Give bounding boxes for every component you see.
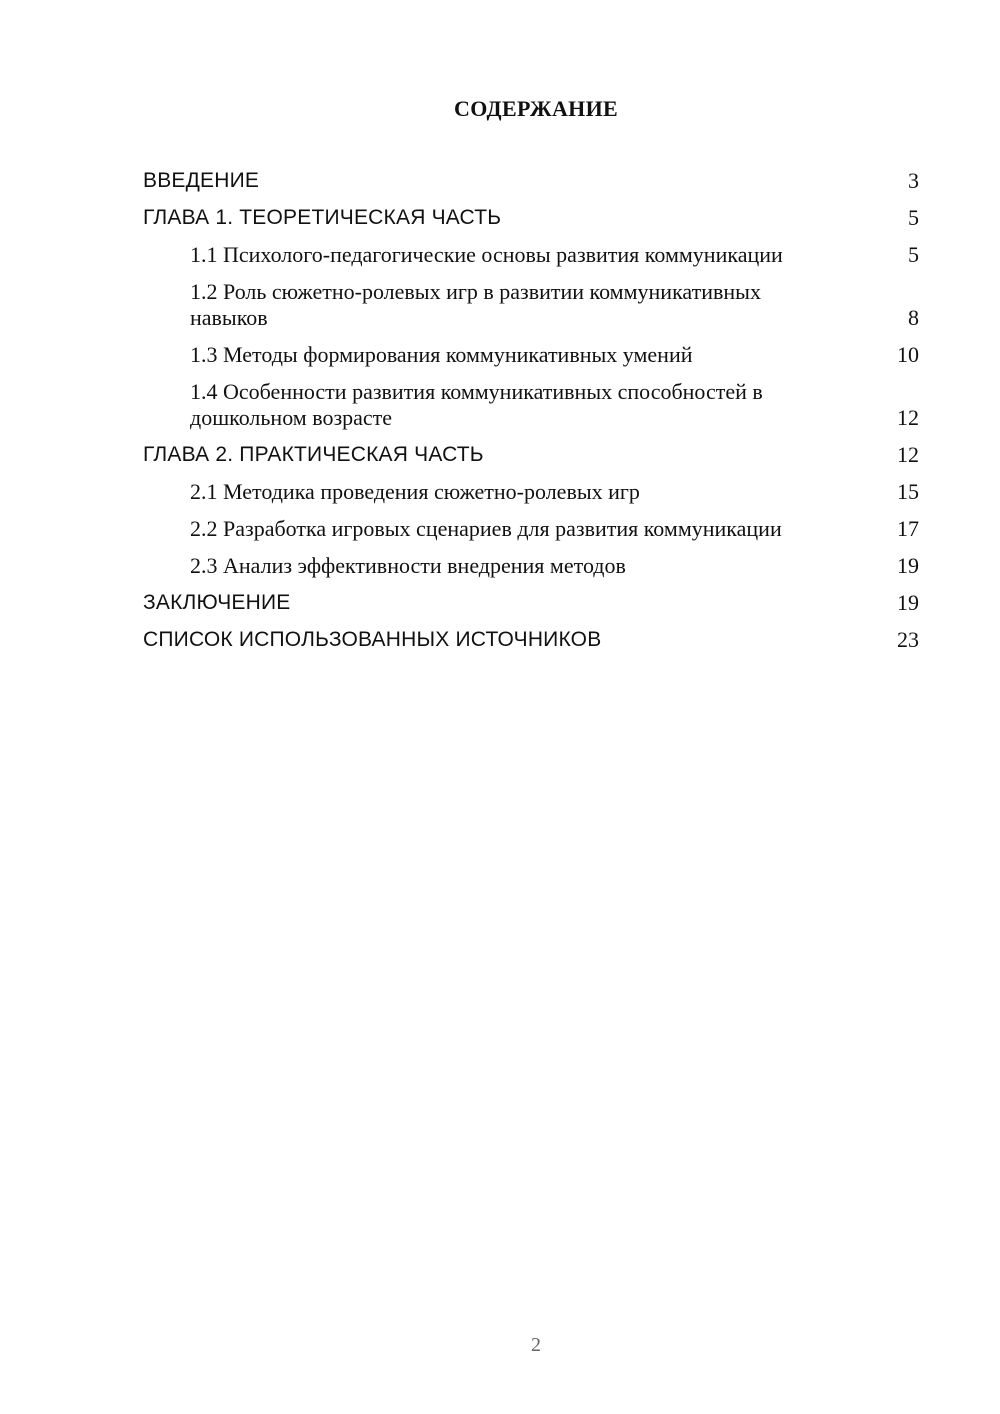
toc-entry-chapter-1[interactable] [143,205,919,231]
toc-entry-section-1-4[interactable] [143,379,919,431]
toc-entry-text: 2.3 Анализ эффективности внедрения методов [190,553,626,578]
toc-entry-references[interactable] [143,627,919,653]
toc-entry-section-1-3[interactable] [143,342,919,368]
toc-entry-text: ГЛАВА 2. ПРАКТИЧЕСКАЯ ЧАСТЬ [143,443,484,466]
toc-entry-chapter-2[interactable] [143,442,919,468]
toc-entry-text: ЗАКЛЮЧЕНИЕ [143,591,291,614]
toc-entry-text: ВВЕДЕНИЕ [143,169,260,192]
toc-entry-page: 12 [897,442,919,467]
toc-entry-page: 10 [897,342,919,367]
toc-entry-page: 8 [908,305,919,330]
toc-entry-page: 5 [908,205,919,230]
toc-entry-conclusion[interactable] [143,590,919,616]
toc-entry-page: 3 [908,168,919,193]
toc-entry-page: 5 [908,242,919,267]
toc-entry-page: 15 [897,479,919,504]
table-of-contents [143,168,919,664]
toc-entry-text: ГЛАВА 1. ТЕОРЕТИЧЕСКАЯ ЧАСТЬ [143,206,502,229]
toc-entry-text: 2.2 Разработка игровых сценариев для развития коммуникации [190,516,782,541]
toc-entry-section-1-1[interactable] [143,242,919,268]
toc-entry-text: 1.1 Психолого-педагогические основы развития коммуникации [190,242,783,267]
toc-entry-text: 1.2 Роль сюжетно-ролевых игр в развитии коммуникативных навыков [190,279,761,330]
toc-entry-page: 19 [897,553,919,578]
toc-entry-section-2-3[interactable] [143,553,919,579]
toc-entry-text: СПИСОК ИСПОЛЬЗОВАННЫХ ИСТОЧНИКОВ [143,628,602,651]
toc-entry-page: 23 [897,627,919,652]
toc-entry-page: 19 [897,590,919,615]
toc-entry-text: 1.3 Методы формирования коммуникативных умений [190,342,693,367]
toc-entry-page: 12 [897,405,919,430]
toc-entry-text: 2.1 Методика проведения сюжетно-ролевых игр [190,479,640,504]
toc-entry-introduction[interactable] [143,168,919,194]
toc-entry-section-2-1[interactable] [143,479,919,505]
toc-entry-text: 1.4 Особенности развития коммуникативных способностей в дошкольном возрасте [190,379,763,430]
toc-entry-page: 17 [897,516,919,541]
toc-entry-section-1-2[interactable] [143,279,919,331]
page-title: СОДЕРЖАНИЕ [454,96,618,121]
toc-entry-section-2-2[interactable] [143,516,919,542]
page-number: 2 [531,1334,541,1356]
